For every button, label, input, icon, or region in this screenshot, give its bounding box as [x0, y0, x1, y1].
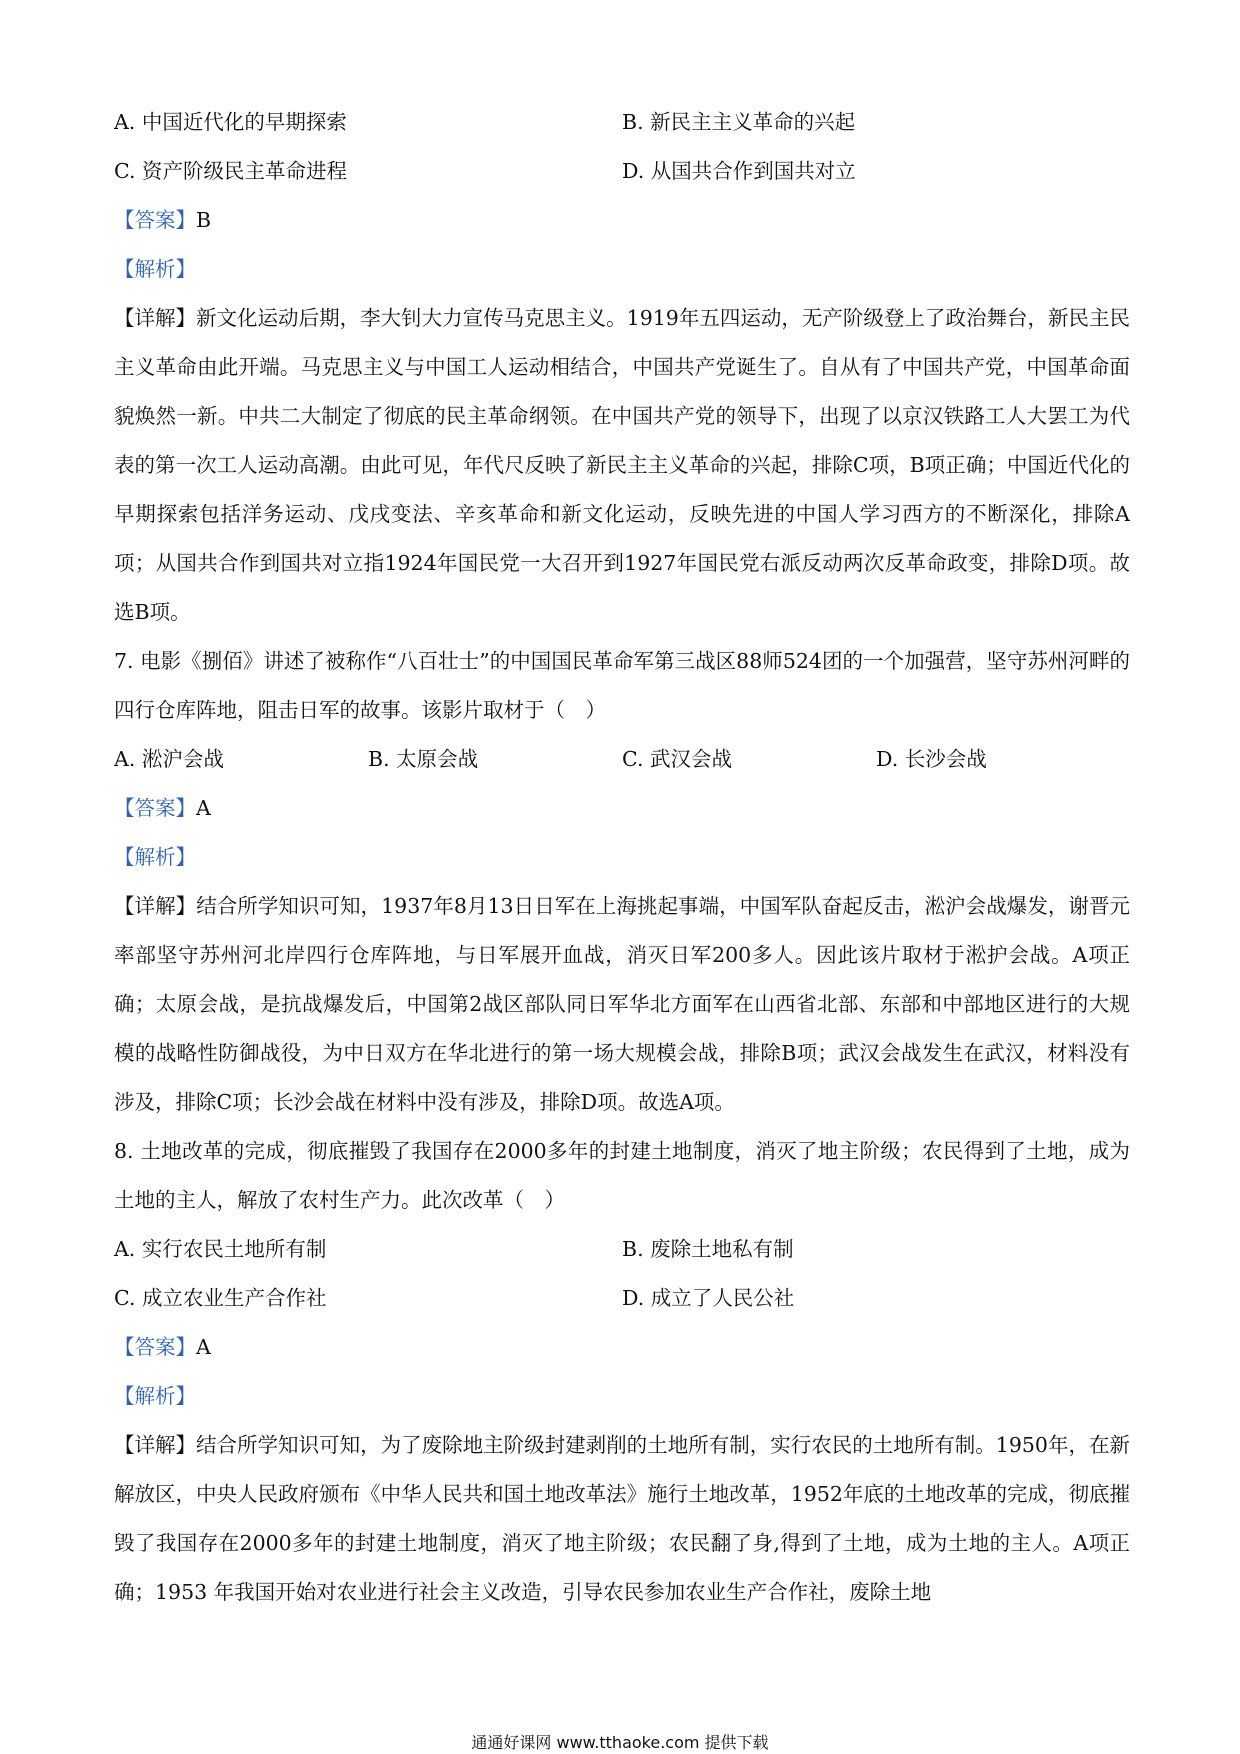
q7-options: [114, 735, 1130, 784]
analysis-label: 【解析】: [114, 257, 196, 281]
q6-option-a: A. 中国近代化的早期探索: [114, 110, 347, 134]
page-footer: 通通好课网 www.tthaoke.com 提供下载: [471, 1733, 769, 1752]
detail-text: 结合所学知识可知，1937年8月13日日军在上海挑起事端，中国军队奋起反击，淞沪会战爆发，谢晋元率部坚守苏州河北岸四行仓库阵地，与日军展开血战，消灭日军200多人。因此该片取材于淞护会战。A项正确；太原会战，是抗战爆发后，中国第2战区部队同日军华北方面军在山西省北部、东部和中部地区进行的大规模的战略性防御战役，为中日双方在华北进行的第一场大规模会战，排除B项；武汉会战发生在武汉，材料没有涉及，排除C项；长沙会战在材料中没有涉及，排除D项。故选A项。: [114, 894, 1130, 1114]
detail-label: 【详解】: [114, 1433, 197, 1457]
q8-stem: 8. 土地改革的完成，彻底摧毁了我国存在2000多年的封建土地制度，消灭了地主阶级；农民得到了土地，成为土地的主人，解放了农村生产力。此次改革（ ）: [114, 1139, 1130, 1212]
q8-analysis: [114, 1372, 1130, 1421]
answer-value: A: [196, 1335, 211, 1359]
detail-label: 【详解】: [114, 306, 197, 330]
analysis-label: 【解析】: [114, 845, 196, 869]
q6-options-row-2: [114, 147, 1130, 196]
q6-answer: [114, 196, 1130, 245]
detail-text: 结合所学知识可知，为了废除地主阶级封建剥削的土地所有制，实行农民的土地所有制。1950年，在新解放区，中央人民政府颁布《中华人民共和国土地改革法》施行土地改革，1952年底的土地改革的完成，彻底摧毁了我国存在2000多年的封建土地制度，消灭了地主阶级；农民翻了身,得到了土地，成为土地的主人。A项正确；1953 年我国开始对农业进行社会主义改造，引导农民参加农业生产合作社，废除土地: [114, 1433, 1130, 1604]
answer-value: B: [196, 208, 212, 232]
q7-detail: [114, 882, 1130, 1127]
q7-option-b: B. 太原会战: [368, 747, 479, 771]
q8-options-row-1: [114, 1225, 1130, 1274]
q7-option-a: A. 淞沪会战: [114, 747, 224, 771]
q6-option-b: B. 新民主主义革命的兴起: [622, 110, 856, 134]
q8-answer: [114, 1323, 1130, 1372]
answer-label: 【答案】: [114, 208, 196, 232]
q6-detail: [114, 294, 1130, 637]
detail-label: 【详解】: [114, 894, 197, 918]
q6-options-row-1: [114, 98, 1130, 147]
q8-option-a: A. 实行农民土地所有制: [114, 1237, 327, 1261]
q8-options-row-2: [114, 1274, 1130, 1323]
q7-stem: 7. 电影《捌佰》讲述了被称作“八百壮士”的中国国民革命军第三战区88师524团的一个加强营，坚守苏州河畔的四行仓库阵地，阻击日军的故事。该影片取材于（ ）: [114, 649, 1130, 722]
answer-label: 【答案】: [114, 796, 196, 820]
q8-detail: [114, 1421, 1130, 1617]
q7-analysis: [114, 833, 1130, 882]
q8-option-b: B. 废除土地私有制: [622, 1237, 794, 1261]
q8-option-d: D. 成立了人民公社: [622, 1286, 795, 1310]
q7-option-d: D. 长沙会战: [876, 747, 987, 771]
q6-option-c: C. 资产阶级民主革命进程: [114, 159, 347, 183]
q7-option-c: C. 武汉会战: [622, 747, 732, 771]
detail-text: 新文化运动后期，李大钊大力宣传马克思主义。1919年五四运动，无产阶级登上了政治舞台，新民主民主义革命由此开端。马克思主义与中国工人运动相结合，中国共产党诞生了。自从有了中国共产党，中国革命面貌焕然一新。中共二大制定了彻底的民主革命纲领。在中国共产党的领导下，出现了以京汉铁路工人大罢工为代表的第一次工人运动高潮。由此可见，年代尺反映了新民主主义革命的兴起，排除C项，B项正确；中国近代化的早期探索包括洋务运动、戊戌变法、辛亥革命和新文化运动，反映先进的中国人学习西方的不断深化，排除A项；从国共合作到国共对立指1924年国民党一大召开到1927年国民党右派反动两次反革命政变，排除D项。故选B项。: [114, 306, 1130, 624]
content: [114, 98, 1130, 1617]
q8-option-c: C. 成立农业生产合作社: [114, 1286, 327, 1310]
analysis-label: 【解析】: [114, 1384, 196, 1408]
q7-answer: [114, 784, 1130, 833]
answer-value: A: [196, 796, 211, 820]
answer-label: 【答案】: [114, 1335, 196, 1359]
q6-analysis: [114, 245, 1130, 294]
q6-option-d: D. 从国共合作到国共对立: [622, 159, 856, 183]
